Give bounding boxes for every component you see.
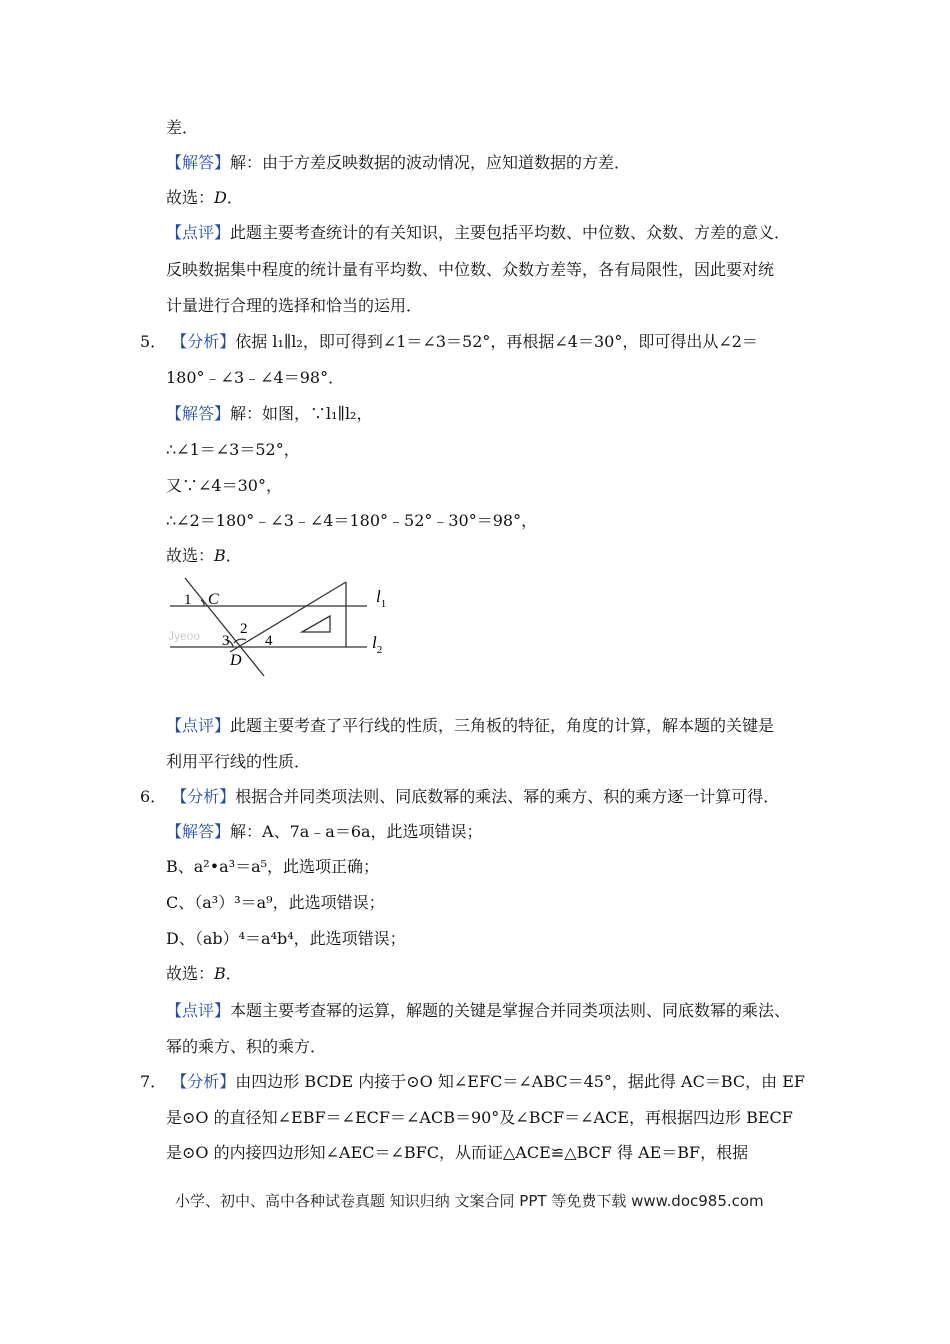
q5-answer-l1: 解：如图，∵l₁∥l₂，: [230, 404, 373, 423]
q6-analysis-text: 根据合并同类项法则、同底数幂的乘法、幂的乘方、积的乘方逐一计算可得．: [235, 787, 780, 806]
choice-prefix: 故选：: [166, 188, 215, 207]
page-footer: 小学、初中、高中各种试卷真题 知识归纳 文案合同 PPT 等免费下载 www.doc985.com: [175, 1192, 764, 1210]
q5-step1: ∴∠1＝∠3＝52°，: [166, 440, 300, 459]
q6-option-d: D、（ab）⁴＝a⁴b⁴，此选项错误；: [166, 929, 406, 948]
choice-letter: D: [214, 188, 227, 207]
label-3: 3: [222, 633, 230, 649]
q4-choice: 故选：D．: [166, 188, 243, 207]
label-l1: $l_1$: [376, 587, 387, 610]
choice-letter: B: [214, 546, 226, 565]
q7-line3: 是⊙O 的内接四边形知∠AEC＝∠BFC，从而证△ACE≌△BCF 得 AE＝BF，根据: [166, 1143, 749, 1162]
analysis-tag: 【分析】: [171, 1072, 236, 1091]
q4-comment-l2: 反映数据集中程度的统计量有平均数、中位数、众数方差等，各有局限性，因此要对统: [166, 260, 775, 279]
q6-choice: 故选：B．: [166, 964, 242, 983]
q5-step3: ∴∠2＝180°﹣∠3﹣∠4＝180°﹣52°﹣30°＝98°，: [166, 511, 538, 530]
answer-tag: 【解答】: [166, 153, 231, 172]
question-number: 5．: [140, 332, 167, 351]
label-4: 4: [265, 633, 273, 649]
q5-choice: 故选：B．: [166, 546, 242, 565]
label-2: 2: [240, 621, 248, 637]
transversal-line: [185, 578, 264, 676]
q5-analysis-l2: 180°﹣∠3﹣∠4＝98°．: [166, 368, 345, 387]
q5-comment: [166, 716, 774, 736]
q5-answer: [166, 404, 372, 424]
comment-tag: 【点评】: [166, 716, 231, 735]
q4-comment-l1: 此题主要考查统计的有关知识，主要包括平均数、中位数、众数、方差的意义．: [230, 223, 791, 242]
comment-tag: 【点评】: [166, 223, 231, 242]
q7-analysis: [140, 1072, 805, 1092]
question-number: 7．: [140, 1072, 167, 1091]
choice-prefix: 故选：: [166, 964, 215, 983]
watermark: Jyeoo: [168, 629, 201, 643]
answer-tag: 【解答】: [166, 822, 231, 841]
angle-arc-2: [234, 639, 246, 643]
q4-continuation: 差．: [166, 118, 199, 137]
q6-option-b: B、a²•a³＝a⁵，此选项正确；: [166, 857, 380, 876]
q4-answer: [166, 153, 630, 173]
choice-prefix: 故选：: [166, 546, 215, 565]
choice-letter: B: [214, 964, 226, 983]
q6-comment-l1: 本题主要考查幂的运算，解题的关键是掌握合并同类项法则、同底数幂的乘法、: [230, 1001, 791, 1020]
q5-step2: 又∵∠4＝30°，: [166, 476, 282, 495]
q5-comment-l1: 此题主要考查了平行线的性质，三角板的特征，角度的计算，解本题的关键是: [230, 716, 775, 735]
question-number: 6．: [140, 787, 167, 806]
q5-analysis-l1: 依据 l₁∥l₂，即可得到∠1＝∠3＝52°，再根据∠4＝30°，即可得出从∠2＝: [235, 332, 758, 351]
q7-analysis-l1: 由四边形 BCDE 内接于⊙O 知∠EFC＝∠ABC＝45°，据此得 AC＝BC，由 EF: [235, 1072, 805, 1091]
triangle-inner: [302, 616, 330, 632]
q6-analysis: [140, 787, 779, 807]
q5-analysis: [140, 332, 758, 352]
q6-comment: [166, 1001, 790, 1021]
analysis-tag: 【分析】: [171, 332, 236, 351]
label-D: D: [230, 652, 242, 669]
q6-option-c: C、（a³）³＝a⁹，此选项错误；: [166, 893, 385, 912]
label-l2: $l_2$: [372, 633, 383, 656]
q4-comment: [166, 223, 790, 243]
label-1: 1: [184, 592, 192, 608]
analysis-tag: 【分析】: [171, 787, 236, 806]
comment-tag: 【点评】: [166, 1001, 231, 1020]
parallel-lines-figure: [160, 572, 400, 684]
q6-answer-l1: 解：A、7a﹣a＝6a，此选项错误；: [230, 822, 483, 841]
q6-answer: [166, 822, 483, 842]
q4-answer-text: 解：由于方差反映数据的波动情况，应知道数据的方差．: [230, 153, 631, 172]
q5-comment-l2: 利用平行线的性质．: [166, 752, 311, 771]
q7-line2: 是⊙O 的直径知∠EBF＝∠ECF＝∠ACB＝90°及∠BCF＝∠ACE，再根据四边形 BECF: [166, 1108, 793, 1127]
answer-tag: 【解答】: [166, 404, 231, 423]
q6-comment-l2: 幂的乘方、积的乘方．: [166, 1037, 327, 1056]
label-C: C: [208, 591, 219, 608]
q4-comment-l3: 计量进行合理的选择和恰当的运用．: [166, 296, 423, 315]
